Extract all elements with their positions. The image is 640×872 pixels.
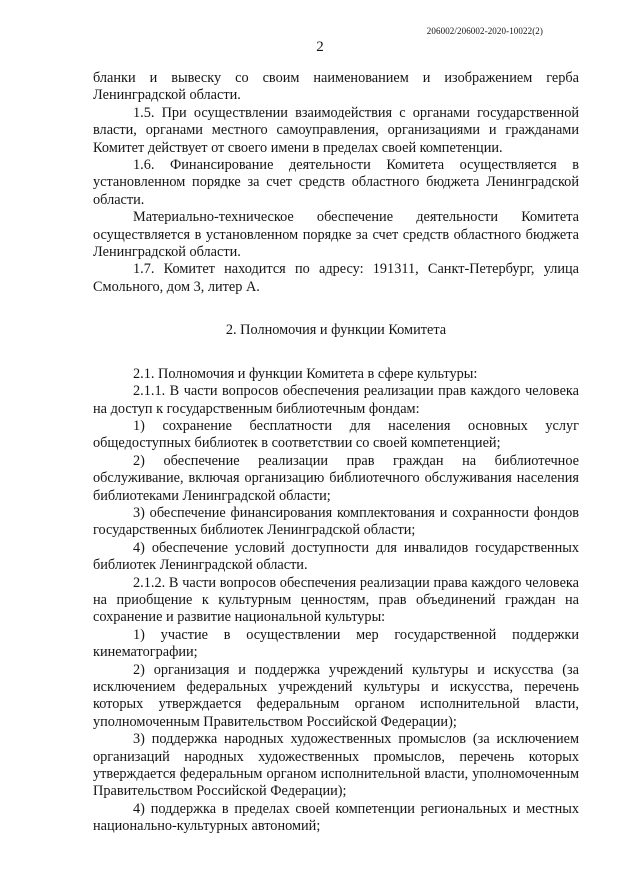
paragraph: 2.1. Полномочия и функции Комитета в сфере культуры:	[133, 365, 478, 382]
list-item: 1) участие в осуществлении мер государственной поддержки кинематографии;	[93, 626, 579, 661]
list-item: 4) обеспечение условий доступности для инвалидов государственных библиотек Ленинградской области.	[93, 539, 579, 574]
paragraph: 1.7. Комитет находится по адресу: 191311, Санкт-Петербург, улица Смольного, дом 3, литер А.	[93, 261, 579, 295]
paragraph: бланки и вывеску со своим наименованием и изображением герба Ленинградской области.	[93, 70, 579, 104]
paragraph: Материально-техническое обеспечение деятельности Комитета осуществляется в установленном порядке за счет средств областного бюджета Ленинградской области.	[93, 209, 579, 261]
section-heading: 2. Полномочия и функции Комитета	[225, 322, 447, 339]
list-item: 4) поддержка в пределах своей компетенции региональных и местных национально-культурных автономий;	[93, 800, 579, 835]
list-item: 1) сохранение бесплатности для населения основных услуг общедоступных библиотек в соответствии со своей компетенцией;	[93, 417, 579, 452]
document-body	[93, 70, 579, 836]
list-item: 3) поддержка народных художественных промыслов (за исключением организаций народных художественных промыслов, перечень которых утверждается федеральным органом исполнительной власти, уполномоченным Правительством Российской Федерации);	[93, 731, 579, 800]
paragraph: 1.6. Финансирование деятельности Комитета осуществляется в установленном порядке за счет средств областного бюджета Ленинградской области.	[93, 157, 579, 208]
paragraph: 2.1.1. В части вопросов обеспечения реализации прав каждого человека на доступ к государственным библиотечным фондам:	[93, 383, 579, 417]
paragraph: 1.5. При осуществлении взаимодействия с органами государственной власти, органами местного самоуправления, организациями и гражданами Комитет действует от своего имени в пределах своей компетенции.	[93, 104, 579, 156]
page-number: 2	[316, 39, 324, 55]
list-item: 2) организация и поддержка учреждений культуры и искусства (за исключением федеральных учреждений культуры и искусства, перечень которых утверждается федеральным органом исполнительной власти, уполномоченным Правительством Российской Федерации);	[93, 661, 579, 730]
list-item: 2) обеспечение реализации прав граждан на библиотечное обслуживание, включая организацию библиотечного обслуживания населения библиотеками Ленинградской области;	[93, 452, 579, 504]
list-item: 3) обеспечение финансирования комплектования и сохранности фондов государственных библиотек Ленинградской области;	[93, 504, 579, 539]
document-id: 206002/206002-2020-10022(2)	[426, 26, 543, 36]
paragraph: 2.1.2. В части вопросов обеспечения реализации права каждого человека на приобщение к культурным ценностям, прав объединений граждан на сохранение и развитие национальной культуры:	[93, 574, 579, 626]
